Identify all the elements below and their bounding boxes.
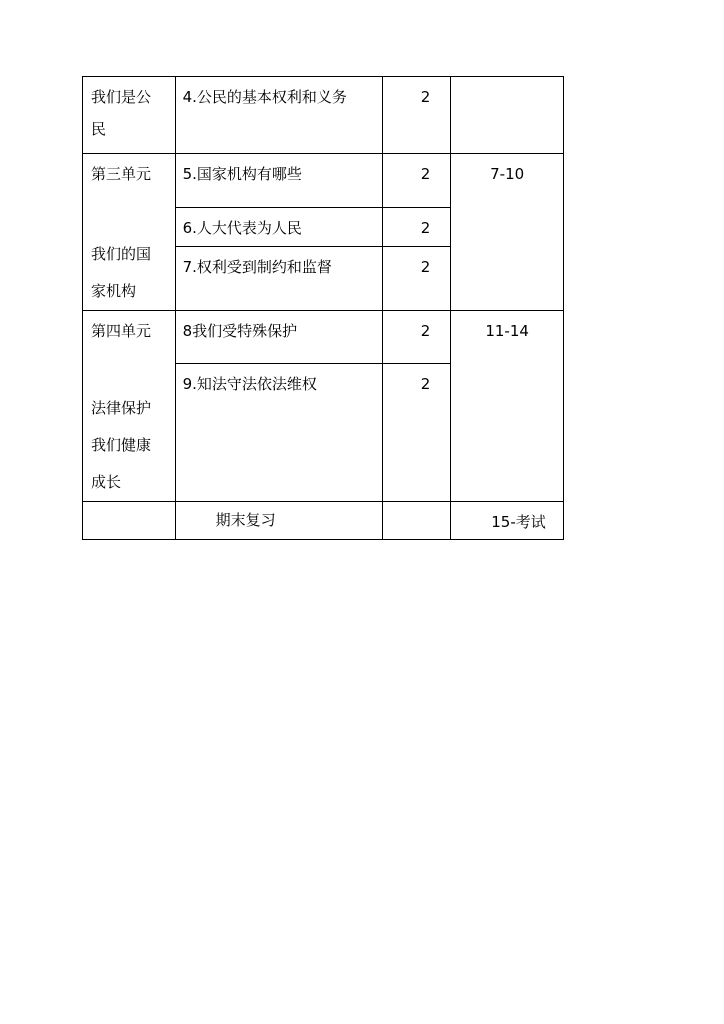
unit-name-line: 家机构: [91, 282, 137, 300]
unit-cell: [83, 77, 176, 154]
unit-name-line: 成长: [91, 473, 122, 491]
unit-name-line: 法律保护: [91, 399, 152, 417]
unit-cell: [83, 311, 176, 502]
unit-cell: [83, 154, 176, 311]
lesson-title: 4.公民的基本权利和义务: [175, 77, 382, 154]
lesson-title: 9.知法守法依法维权: [175, 363, 382, 501]
lesson-title: 6.人大代表为人民: [175, 207, 382, 246]
unit-name-line: 第四单元: [91, 322, 152, 340]
teaching-schedule-table: [82, 76, 564, 540]
unit-name-line: 我们是公: [91, 88, 152, 106]
lesson-hours: 2: [382, 207, 450, 246]
table-row: [83, 154, 564, 208]
lesson-hours: 2: [382, 363, 450, 501]
table-row: [83, 502, 564, 540]
review-weeks: 15-考试: [451, 502, 564, 540]
lesson-title: 7.权利受到制约和监督: [175, 246, 382, 310]
lesson-title: 8我们受特殊保护: [175, 311, 382, 364]
weeks-cell: 7-10: [451, 154, 564, 311]
table-row: [83, 311, 564, 364]
lesson-title: 5.国家机构有哪些: [175, 154, 382, 208]
review-hours: [382, 502, 450, 540]
unit-spacer: [91, 188, 175, 236]
review-title: 期末复习: [175, 502, 382, 540]
weeks-cell: [451, 77, 564, 154]
review-unit-cell: [83, 502, 176, 540]
unit-name-line: 民: [91, 120, 107, 138]
lesson-hours: 2: [382, 246, 450, 310]
weeks-cell: 11-14: [451, 311, 564, 502]
lesson-hours: 2: [382, 311, 450, 364]
table-row: [83, 77, 564, 154]
lesson-hours: 2: [382, 154, 450, 208]
unit-name-line: 第三单元: [91, 165, 152, 183]
unit-name-line: 我们的国: [91, 245, 152, 263]
lesson-hours: 2: [382, 77, 450, 154]
unit-spacer: [91, 345, 175, 390]
unit-name-line: 我们健康: [91, 436, 152, 454]
